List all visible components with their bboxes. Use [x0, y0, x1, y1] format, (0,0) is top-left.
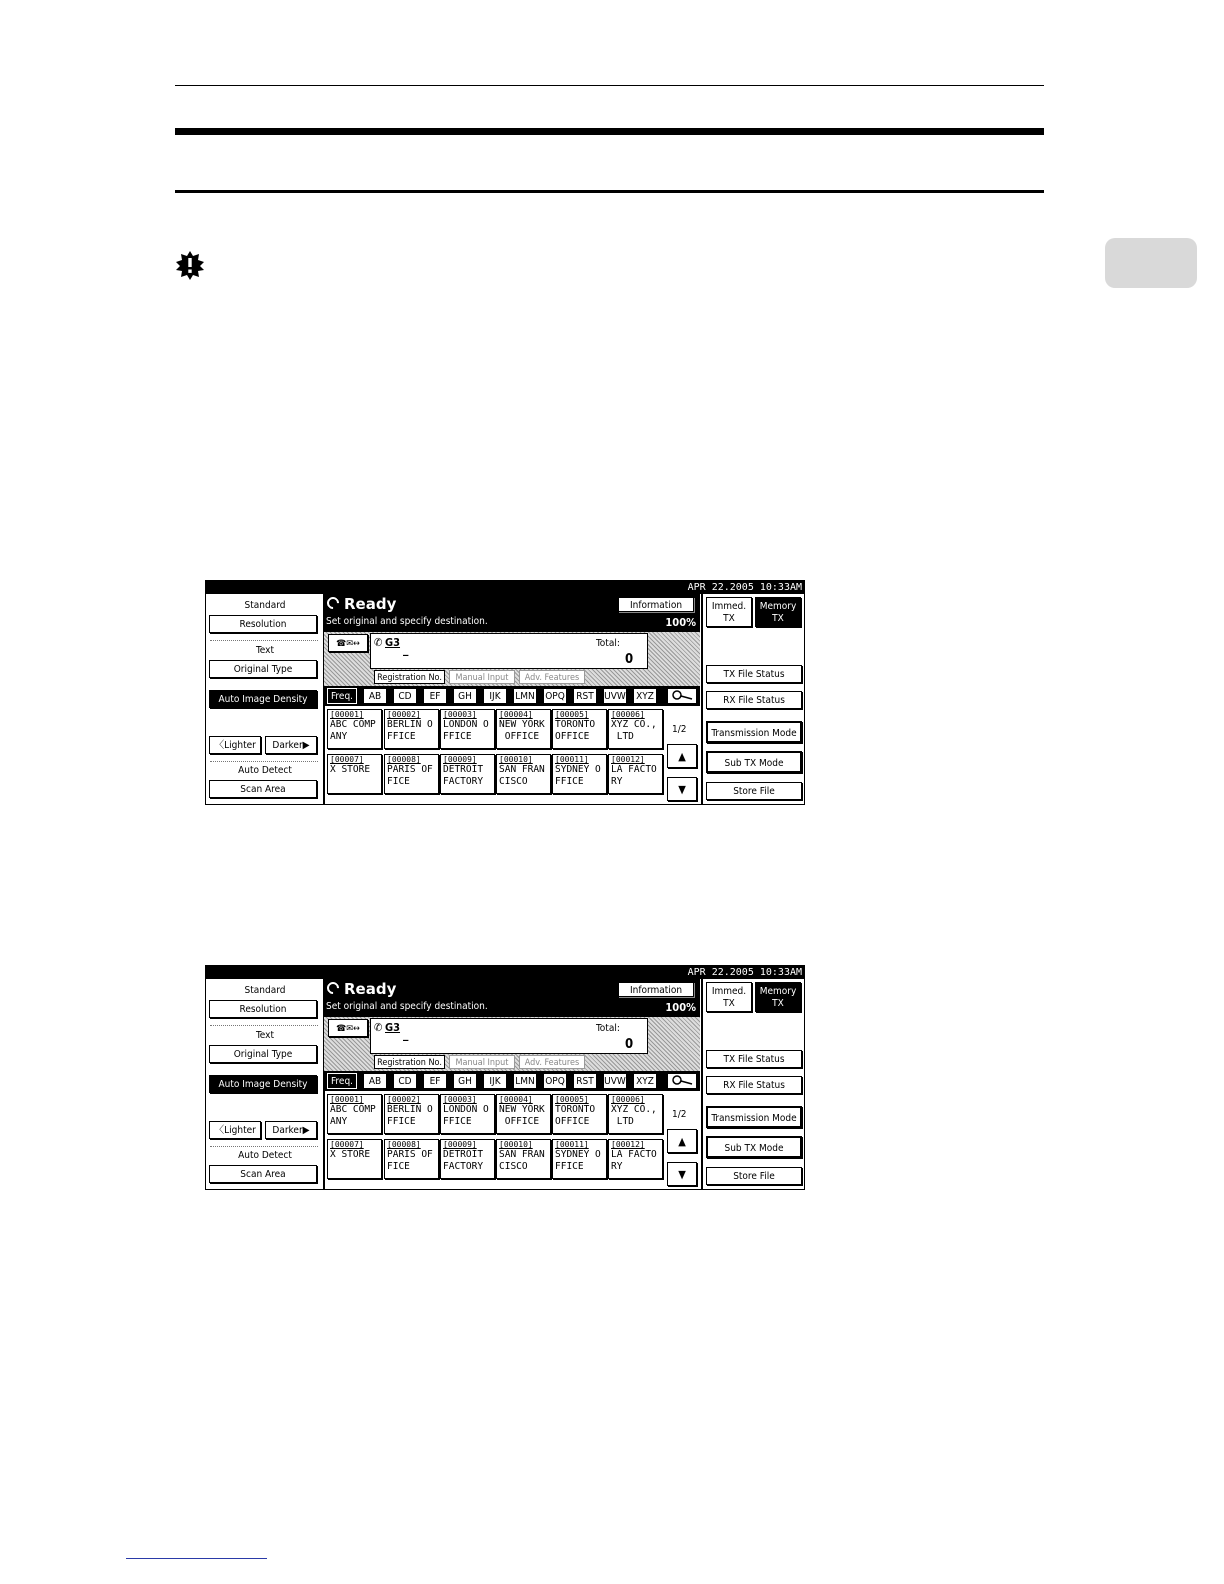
index-key-ab[interactable]: AB [363, 688, 387, 704]
line-type: G3 [385, 1021, 401, 1034]
index-key-freq[interactable]: Freq. [327, 1073, 357, 1089]
destination-key[interactable] [327, 1139, 382, 1179]
dest-number: [00005] [555, 710, 589, 719]
destination-key[interactable] [608, 754, 663, 794]
search-destination-button[interactable] [667, 688, 697, 704]
destination-panel [324, 594, 700, 804]
dest-name: TORONTO OFFICE [555, 719, 596, 742]
footer-link-underline [126, 1558, 267, 1559]
destination-key[interactable] [608, 709, 663, 749]
scroll-down-button[interactable] [667, 777, 697, 801]
divider [210, 640, 318, 641]
dest-name: NEW YORK OFFICE [499, 719, 545, 742]
dest-name: LA FACTO RY [611, 764, 657, 787]
page-indicator: 1/2 [672, 724, 687, 735]
tab-adv-features[interactable]: Adv. Features [519, 1055, 585, 1069]
index-key-xyz[interactable]: XYZ [633, 688, 657, 704]
resolution-value: Standard [244, 985, 286, 996]
scan-area-value: Auto Detect [238, 1150, 292, 1161]
tab-manual-input[interactable]: Manual Input [449, 1055, 515, 1069]
dest-number: [00006] [611, 710, 645, 719]
dest-number: [00008] [387, 1140, 421, 1149]
magnifier-icon [670, 689, 694, 701]
index-key-ef[interactable]: EF [423, 1073, 447, 1089]
destination-key[interactable] [552, 754, 607, 794]
sub-tx-mode-button[interactable]: Sub TX Mode [706, 751, 802, 773]
index-key-freq[interactable]: Freq. [327, 688, 357, 704]
darker-button[interactable]: Darker▶ [265, 736, 317, 754]
destination-key[interactable] [608, 1139, 663, 1179]
dest-name: LA FACTO RY [611, 1149, 657, 1172]
destination-key[interactable] [384, 709, 439, 749]
index-key-uvw[interactable]: UVW [603, 688, 627, 704]
information-button[interactable]: Information [618, 597, 694, 612]
up-arrow-icon: ▲ [678, 1135, 686, 1148]
status-area [324, 594, 700, 632]
lighter-button[interactable]: 〈Lighter [209, 1121, 261, 1139]
dest-number: [00002] [387, 1095, 421, 1104]
destination-key[interactable] [384, 1139, 439, 1179]
resolution-button[interactable]: Resolution [209, 615, 317, 633]
dest-name: SYDNEY O FFICE [555, 764, 601, 787]
resolution-value: Standard [244, 600, 286, 611]
dest-number: [00011] [555, 755, 589, 764]
dest-number: [00012] [611, 1140, 645, 1149]
dest-name: DETROIT FACTORY [443, 1149, 484, 1172]
dest-number: [00002] [387, 710, 421, 719]
important-icon [175, 250, 205, 280]
destination-key[interactable] [608, 1094, 663, 1134]
datetime-readout: APR 22.2005 10:33AM [687, 582, 802, 593]
index-key-gh[interactable]: GH [453, 688, 477, 704]
scan-settings-panel [206, 594, 325, 804]
transmission-mode-button[interactable]: Transmission Mode [706, 1106, 802, 1128]
fax-initial-screen [205, 580, 805, 805]
destination-key[interactable] [496, 1139, 551, 1179]
immediate-tx-button[interactable]: Immed. TX [706, 982, 752, 1012]
tab-manual-input[interactable]: Manual Input [449, 670, 515, 684]
chapter-tab [1105, 238, 1197, 288]
dest-number: [00006] [611, 1095, 645, 1104]
total-count: 0 [625, 652, 634, 667]
dest-name: PARIS OF FICE [387, 764, 433, 787]
destination-key[interactable] [440, 1094, 495, 1134]
destination-key[interactable] [440, 754, 495, 794]
index-key-lmn[interactable]: LMN [513, 1073, 537, 1089]
dest-number: [00009] [443, 755, 477, 764]
destination-key[interactable] [496, 1094, 551, 1134]
dest-name: ABC COMP ANY [330, 1104, 376, 1127]
original-type-value: Text [255, 645, 274, 656]
index-key-rst[interactable]: RST [573, 1073, 597, 1089]
dest-number: [00009] [443, 1140, 477, 1149]
destination-key[interactable] [384, 754, 439, 794]
dest-name: XYZ CO., LTD [611, 719, 657, 742]
index-key-cd[interactable]: CD [393, 1073, 417, 1089]
header-rule-thin [175, 85, 1044, 86]
tx-file-status-button[interactable]: TX File Status [706, 1050, 802, 1068]
status-message: Set original and specify destination. [326, 1001, 488, 1012]
scan-area-value: Auto Detect [238, 765, 292, 776]
phone-icon: ✆ [374, 636, 383, 649]
destination-key[interactable] [440, 709, 495, 749]
dest-number: [00001] [330, 710, 364, 719]
dest-number: [00011] [555, 1140, 589, 1149]
total-label: Total: [596, 638, 620, 649]
section-rule [175, 190, 1044, 193]
reduction-ratio: 100% [665, 616, 696, 629]
status-area [324, 979, 700, 1017]
status-bar [206, 966, 804, 979]
on-hook-dial-button[interactable]: ☎✉↔ [328, 1019, 368, 1037]
destination-key[interactable] [552, 1139, 607, 1179]
index-key-xyz[interactable]: XYZ [633, 1073, 657, 1089]
index-key-ijk[interactable]: IJK [483, 1073, 507, 1089]
scroll-up-button[interactable] [667, 1129, 697, 1153]
divider [210, 761, 318, 762]
dest-name: XYZ CO., LTD [611, 1104, 657, 1127]
fax-initial-screen [205, 965, 805, 1190]
destination-key[interactable] [552, 709, 607, 749]
dest-number: [00010] [499, 1140, 533, 1149]
dest-number: [00003] [443, 1095, 477, 1104]
destination-key[interactable] [440, 1139, 495, 1179]
dest-number: [00001] [330, 1095, 364, 1104]
dest-number: [00012] [611, 755, 645, 764]
dest-name: TORONTO OFFICE [555, 1104, 596, 1127]
page-indicator: 1/2 [672, 1109, 687, 1120]
dest-name: SYDNEY O FFICE [555, 1149, 601, 1172]
status-message: Set original and specify destination. [326, 616, 488, 627]
tab-registration-no[interactable]: Registration No. [374, 670, 445, 684]
index-key-ab[interactable]: AB [363, 1073, 387, 1089]
dest-number: [00010] [499, 755, 533, 764]
dest-name: BERLIN O FFICE [387, 1104, 433, 1127]
input-cursor: _ [403, 642, 409, 656]
store-file-button[interactable]: Store File [706, 782, 802, 800]
index-key-gh[interactable]: GH [453, 1073, 477, 1089]
down-arrow-icon: ▼ [678, 783, 686, 796]
on-hook-dial-button[interactable]: ☎✉↔ [328, 634, 368, 652]
index-key-lmn[interactable]: LMN [513, 688, 537, 704]
original-type-value: Text [255, 1030, 274, 1041]
destination-key[interactable] [496, 754, 551, 794]
reduction-ratio: 100% [665, 1001, 696, 1014]
dest-name: SAN FRAN CISCO [499, 764, 545, 787]
dest-number: [00005] [555, 1095, 589, 1104]
original-type-button[interactable]: Original Type [209, 1045, 317, 1063]
dest-name: PARIS OF FICE [387, 1149, 433, 1172]
ready-icon [325, 595, 342, 612]
rx-file-status-button[interactable]: RX File Status [706, 1076, 802, 1094]
scroll-up-button[interactable] [667, 744, 697, 768]
dest-name: DETROIT FACTORY [443, 764, 484, 787]
immediate-tx-button[interactable]: Immed. TX [706, 597, 752, 627]
dest-name: ABC COMP ANY [330, 719, 376, 742]
line-type: G3 [385, 636, 401, 649]
dest-name: SAN FRAN CISCO [499, 1149, 545, 1172]
dest-number: [00004] [499, 1095, 533, 1104]
total-count: 0 [625, 1037, 634, 1052]
destination-panel [324, 979, 700, 1189]
destination-key[interactable] [327, 1094, 382, 1134]
sub-tx-mode-button[interactable]: Sub TX Mode [706, 1136, 802, 1158]
destination-key[interactable] [327, 754, 382, 794]
darker-button[interactable]: Darker▶ [265, 1121, 317, 1139]
dest-name: BERLIN O FFICE [387, 719, 433, 742]
dest-name: NEW YORK OFFICE [499, 1104, 545, 1127]
dest-name: X STORE [330, 764, 371, 775]
transmission-mode-button[interactable]: Transmission Mode [706, 721, 802, 743]
dest-name: LONDON O FFICE [443, 719, 489, 742]
divider [210, 1146, 318, 1147]
scan-settings-panel [206, 979, 325, 1189]
divider [210, 1025, 318, 1026]
original-type-button[interactable]: Original Type [209, 660, 317, 678]
tab-registration-no[interactable]: Registration No. [374, 1055, 445, 1069]
store-file-button[interactable]: Store File [706, 1167, 802, 1185]
status-text: Ready [344, 980, 397, 998]
dest-number: [00008] [387, 755, 421, 764]
index-key-opq[interactable]: OPQ [543, 688, 567, 704]
scroll-down-button[interactable] [667, 1162, 697, 1186]
status-text: Ready [344, 595, 397, 613]
lighter-button[interactable]: 〈Lighter [209, 736, 261, 754]
memory-tx-button[interactable]: Memory TX [755, 597, 801, 627]
dest-number: [00003] [443, 710, 477, 719]
information-button[interactable]: Information [618, 982, 694, 997]
destination-key[interactable] [384, 1094, 439, 1134]
dest-number: [00004] [499, 710, 533, 719]
memory-tx-button[interactable]: Memory TX [755, 982, 801, 1012]
total-label: Total: [596, 1023, 620, 1034]
destination-key[interactable] [327, 709, 382, 749]
index-key-ef[interactable]: EF [423, 688, 447, 704]
tab-adv-features[interactable]: Adv. Features [519, 670, 585, 684]
index-key-rst[interactable]: RST [573, 688, 597, 704]
tx-file-status-button[interactable]: TX File Status [706, 665, 802, 683]
resolution-button[interactable]: Resolution [209, 1000, 317, 1018]
scan-area-button[interactable]: Scan Area [209, 780, 317, 798]
index-key-ijk[interactable]: IJK [483, 688, 507, 704]
down-arrow-icon: ▼ [678, 1168, 686, 1181]
search-destination-button[interactable] [667, 1073, 697, 1089]
index-key-opq[interactable]: OPQ [543, 1073, 567, 1089]
rx-file-status-button[interactable]: RX File Status [706, 691, 802, 709]
datetime-readout: APR 22.2005 10:33AM [687, 967, 802, 978]
up-arrow-icon: ▲ [678, 750, 686, 763]
dest-name: X STORE [330, 1149, 371, 1160]
dest-number: [00007] [330, 755, 364, 764]
index-key-uvw[interactable]: UVW [603, 1073, 627, 1089]
dest-name: LONDON O FFICE [443, 1104, 489, 1127]
header-rule-thick [175, 128, 1044, 135]
destination-key[interactable] [496, 709, 551, 749]
destination-key[interactable] [552, 1094, 607, 1134]
status-bar [206, 581, 804, 594]
input-cursor: _ [403, 1027, 409, 1041]
transmission-panel [701, 594, 807, 804]
dest-number: [00007] [330, 1140, 364, 1149]
ready-icon [325, 980, 342, 997]
phone-icon: ✆ [374, 1021, 383, 1034]
transmission-panel [701, 979, 807, 1189]
scan-area-button[interactable]: Scan Area [209, 1165, 317, 1183]
magnifier-icon [670, 1074, 694, 1086]
auto-image-density-button[interactable]: Auto Image Density [209, 1075, 317, 1093]
auto-image-density-button[interactable]: Auto Image Density [209, 690, 317, 708]
index-key-cd[interactable]: CD [393, 688, 417, 704]
